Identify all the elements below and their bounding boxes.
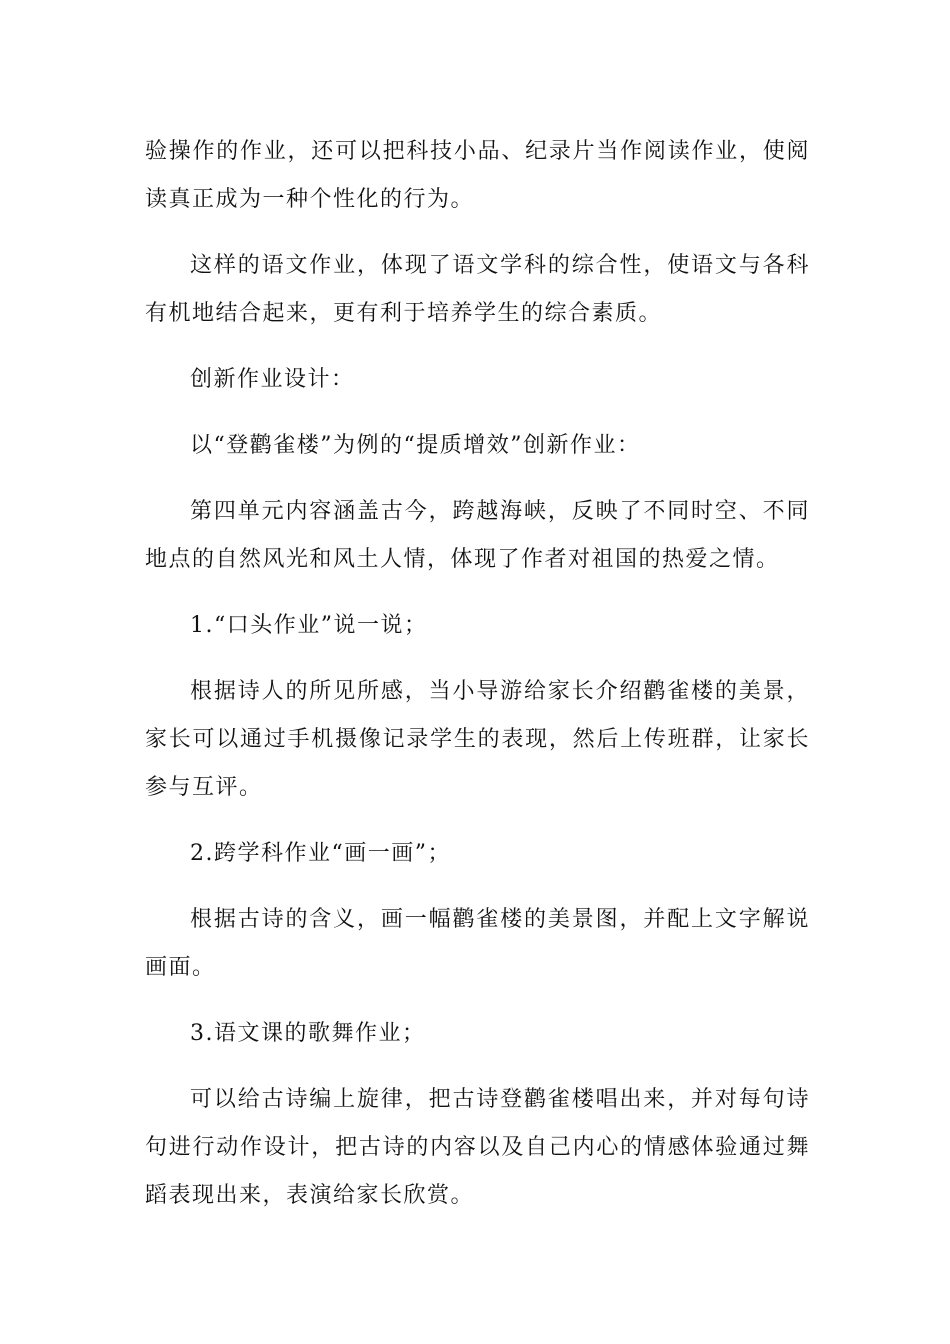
item-heading-song-dance: 3.语文课的歌舞作业； [190, 1021, 426, 1046]
paragraph-unit-four: 第四单元内容涵盖古今，跨越海峡，反映了不同时空、不同地点的自然风光和风土人情，体现了作者对祖国的热爱之情。 [145, 499, 810, 572]
paragraph-comprehensive: 这样的语文作业，体现了语文学科的综合性，使语文与各科有机地结合起来，更有利于培养学生的综合素质。 [145, 253, 810, 326]
item-heading-oral: 1.“口头作业”说一说； [190, 613, 428, 638]
paragraph-song-dance: 可以给古诗编上旋律，把古诗登鹳雀楼唱出来，并对每句诗句进行动作设计，把古诗的内容以及自己内心的情感体验通过舞蹈表现出来，表演给家长欣赏。 [145, 1087, 810, 1208]
document-body [145, 128, 810, 1238]
paragraph-continuation: 验操作的作业，还可以把科技小品、纪录片当作阅读作业，使阅读真正成为一种个性化的行为。 [145, 139, 810, 212]
section-heading-example: 以“登鹳雀楼”为例的“提质增效”创新作业： [190, 433, 641, 458]
paragraph-drawing: 根据古诗的含义，画一幅鹳雀楼的美景图，并配上文字解说画面。 [145, 907, 810, 980]
section-heading-innovative-design: 创新作业设计： [190, 367, 355, 392]
paragraph-oral: 根据诗人的所见所感，当小导游给家长介绍鹳雀楼的美景，家长可以通过手机摄像记录学生的表现，然后上传班群，让家长参与互评。 [145, 679, 810, 800]
item-heading-drawing: 2.跨学科作业“画一画”； [190, 841, 451, 866]
